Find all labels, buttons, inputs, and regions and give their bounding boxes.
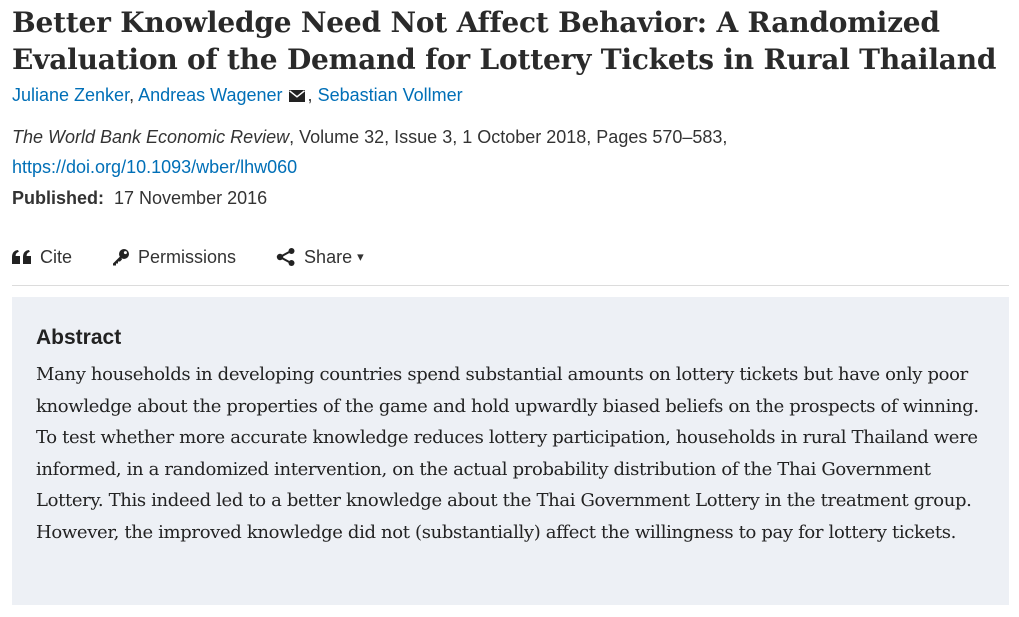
author-list <box>12 82 1009 108</box>
share-icon <box>276 248 296 266</box>
author-separator: , <box>307 85 313 105</box>
published-date: 17 November 2016 <box>114 188 268 208</box>
permissions-label: Permissions <box>138 246 237 267</box>
citation <box>12 122 1009 182</box>
abstract-section <box>12 297 1009 605</box>
published-line <box>12 183 1009 213</box>
author-link-zenker[interactable]: Juliane Zenker <box>12 85 130 105</box>
published-label: Published: <box>12 188 105 208</box>
envelope-icon[interactable] <box>289 83 305 95</box>
article-toolbar <box>12 235 1009 286</box>
cite-button[interactable] <box>12 247 72 268</box>
key-icon <box>112 248 130 266</box>
quote-icon <box>12 250 32 264</box>
chevron-down-icon: ▾ <box>357 249 364 264</box>
author-link-wagener[interactable]: Andreas Wagener <box>138 85 283 105</box>
share-label: Share <box>304 246 353 267</box>
author-link-vollmer[interactable]: Sebastian Vollmer <box>317 85 463 105</box>
cite-label: Cite <box>40 246 73 267</box>
abstract-heading: Abstract <box>36 326 122 349</box>
doi-link[interactable]: https://doi.org/10.1093/wber/lhw060 <box>12 157 298 177</box>
abstract-text: Many households in developing countries spend substantial amounts on lottery tickets but have only poor knowledge about the properties of the game and hold upwardly biased beliefs on the prospects of winning. To test whether more accurate knowledge reduces lottery participation, households in rural Thailand were informed, in a randomized intervention, on the actual probability distribution of the Thai Government Lottery. This indeed led to a better knowledge about the Thai Government Lottery in the treatment group. However, the improved knowledge did not (substantially) affect the willingness to pay for lottery tickets. <box>36 364 979 543</box>
author-separator: , <box>129 85 135 105</box>
share-button[interactable] <box>276 247 364 268</box>
article-title: Better Knowledge Need Not Affect Behavior: A Randomized Evaluation of the Demand for Lottery Tickets in Rural Thailand <box>12 6 997 76</box>
permissions-button[interactable] <box>112 247 236 268</box>
journal-name: The World Bank Economic Review <box>12 127 290 147</box>
citation-details: , Volume 32, Issue 3, 1 October 2018, Pages 570–583, <box>289 127 728 147</box>
